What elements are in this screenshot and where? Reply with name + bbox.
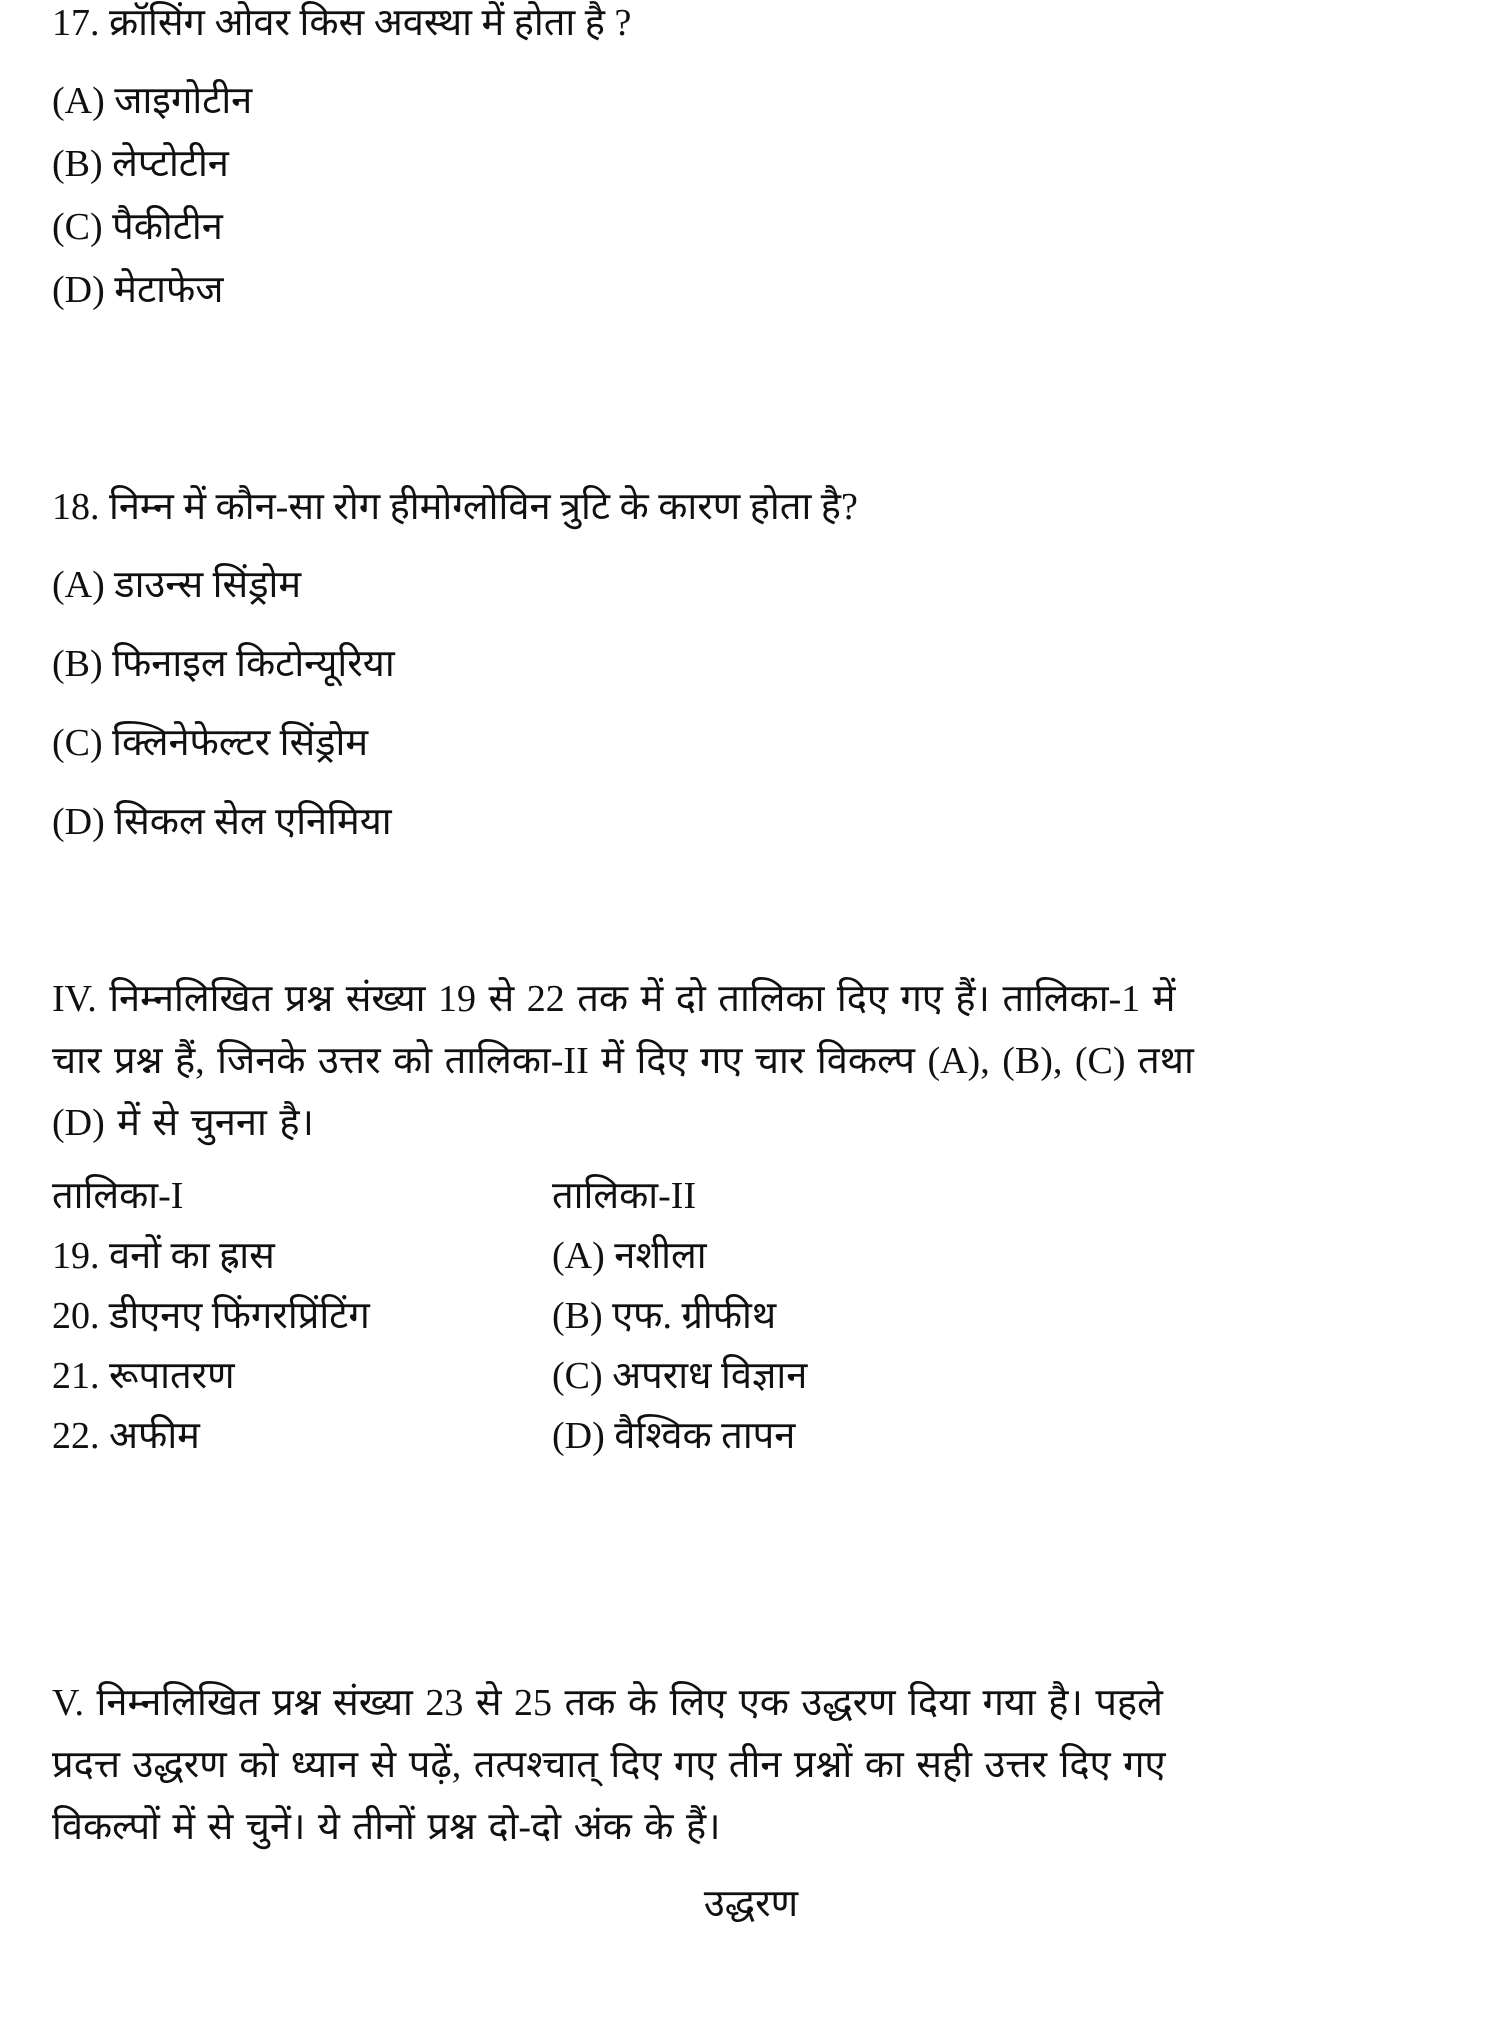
question-18-option-b[interactable]: (B) फिनाइल किटोन्यूरिया <box>52 643 395 685</box>
section-iv-instruction-line-3: (D) में से चुनना है। <box>52 1102 314 1144</box>
matching-row-20-left: 20. डीएनए फिंगरप्रिंटिंग <box>52 1295 370 1337</box>
section-iv-instruction-line-1: IV. निम्नलिखित प्रश्न संख्या 19 से 22 तक में दो तालिका दिए गए हैं। तालिका-1 में <box>52 978 1176 1020</box>
question-17-option-d[interactable]: (D) मेटाफेज <box>52 269 224 311</box>
table-row <box>52 1228 1452 1288</box>
question-17-option-b[interactable]: (B) लेप्टोटीन <box>52 143 229 185</box>
section-iv-instruction-line-2: चार प्रश्न हैं, जिनके उत्तर को तालिका-II में दिए गए चार विकल्प (A), (B), (C) तथा <box>52 1040 1194 1082</box>
matching-table-header-row <box>52 1168 1452 1228</box>
matching-row-19-right[interactable]: (A) नशीला <box>552 1235 707 1277</box>
question-17-option-c[interactable]: (C) पैकीटीन <box>52 206 223 248</box>
section-v-instruction-line-2: प्रदत्त उद्धरण को ध्यान से पढ़ें, तत्पश्चात् दिए गए तीन प्रश्नों का सही उत्तर दिए गए <box>52 1744 1166 1786</box>
section-v-instruction-line-3: विकल्पों में से चुनें। ये तीनों प्रश्न दो-दो अंक के हैं। <box>52 1806 721 1848</box>
table-row <box>52 1408 1452 1468</box>
question-18-option-d[interactable]: (D) सिकल सेल एनिमिया <box>52 801 392 843</box>
question-18-option-a[interactable]: (A) डाउन्स सिंड्रोम <box>52 564 302 606</box>
question-18-text: 18. निम्न में कौन-सा रोग हीमोग्लोविन त्रुटि के कारण होता है? <box>52 486 858 528</box>
question-17-option-a[interactable]: (A) जाइगोटीन <box>52 80 253 122</box>
question-18-option-c[interactable]: (C) क्लिनेफेल्टर सिंड्रोम <box>52 722 369 764</box>
table-row <box>52 1348 1452 1408</box>
matching-row-22-left: 22. अफीम <box>52 1415 200 1457</box>
matching-row-22-right[interactable]: (D) वैश्विक तापन <box>552 1415 796 1457</box>
matching-table-header-right: तालिका-II <box>552 1175 697 1217</box>
matching-table-header-left: तालिका-I <box>52 1175 184 1217</box>
matching-row-21-right[interactable]: (C) अपराध विज्ञान <box>552 1355 808 1397</box>
matching-row-21-left: 21. रूपातरण <box>52 1355 235 1397</box>
section-iv-instructions <box>52 968 1450 1154</box>
matching-row-19-left: 19. वनों का ह्रास <box>52 1235 275 1277</box>
excerpt-heading: उद्धरण <box>703 1883 799 1925</box>
section-v-instruction-line-1: V. निम्नलिखित प्रश्न संख्या 23 से 25 तक के लिए एक उद्धरण दिया गया है। पहले <box>52 1682 1163 1724</box>
table-row <box>52 1288 1452 1348</box>
matching-row-20-right[interactable]: (B) एफ. ग्रीफीथ <box>552 1295 777 1337</box>
question-17-text: 17. क्रॉसिंग ओवर किस अवस्था में होता है ? <box>52 2 632 44</box>
matching-table <box>52 1168 1452 1468</box>
section-v-instructions <box>52 1672 1450 1858</box>
